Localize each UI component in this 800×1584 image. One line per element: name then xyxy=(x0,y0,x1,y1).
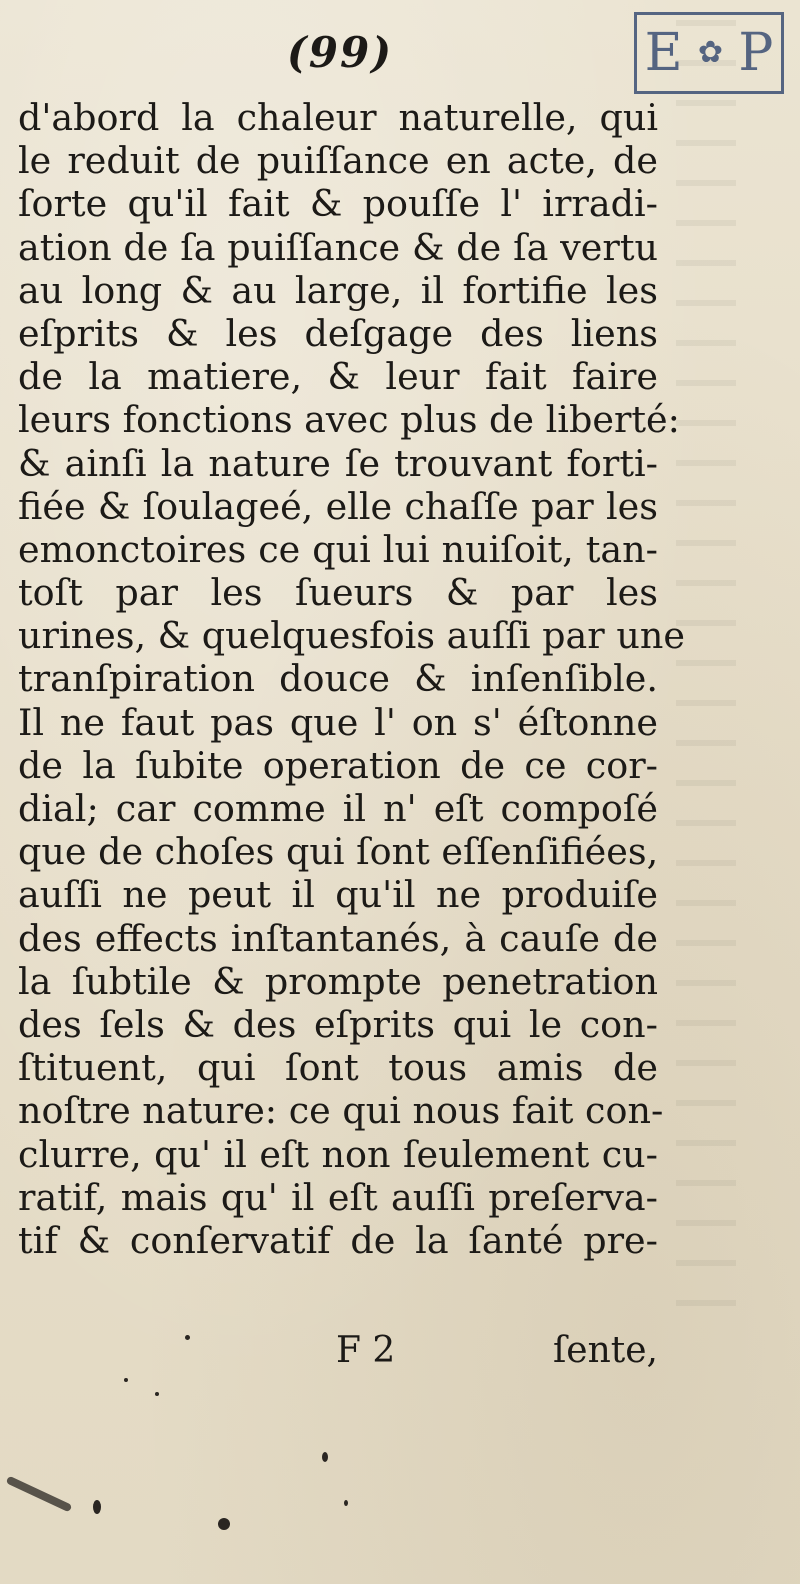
page-footer xyxy=(18,1330,658,1374)
text-line: que de choſes qui ſont eſſenſifiées, xyxy=(18,830,659,874)
text-line: ratif, mais qu' il eſt auſſi preſerva- xyxy=(18,1175,658,1219)
stamp-ornament-icon: ✿ xyxy=(697,35,724,70)
text-line: fiée & ſoulageé, elle chaſſe par les xyxy=(18,484,658,528)
ink-speck xyxy=(155,1392,159,1396)
signature-mark: F 2 xyxy=(336,1330,396,1371)
text-line: leurs fonctions avec plus de liberté: xyxy=(18,398,680,442)
show-through-bleed xyxy=(676,20,736,1320)
text-line: urines, & quelquesfois auſſi par une xyxy=(18,614,685,658)
text-line: la ſubtile & prompte penetration xyxy=(18,959,658,1003)
text-line: ation de ſa puiſſance & de ſa vertu xyxy=(18,225,658,269)
text-line: de la ſubite operation de ce cor- xyxy=(18,743,658,787)
text-line: emonctoires ce qui lui nuiſoit, tan- xyxy=(18,527,658,571)
ink-smudge xyxy=(6,1476,73,1513)
text-line: dial; car comme il n' eſt compoſé xyxy=(18,787,658,830)
library-stamp xyxy=(634,12,784,94)
text-line: auſſi ne peut il qu'il ne produiſe xyxy=(18,873,658,917)
ink-speck xyxy=(218,1518,230,1530)
page-number: (99) xyxy=(286,28,394,77)
text-line: Il ne faut pas que l' on s' éſtonne xyxy=(18,700,658,744)
text-line: noſtre nature: ce qui nous fait con- xyxy=(18,1089,664,1133)
text-line: des effects inſtantanés, à cauſe de xyxy=(18,916,658,960)
stamp-letter-right: P xyxy=(738,23,774,83)
stamp-letter-left: E xyxy=(644,23,683,83)
text-line: & ainſi la nature ſe trouvant forti- xyxy=(18,441,658,485)
text-line: ſorte qu'il fait & pouſſe l' irradi- xyxy=(18,182,658,226)
text-line: clurre, qu' il eſt non ſeulement cu- xyxy=(18,1132,658,1176)
ink-speck xyxy=(124,1378,128,1382)
text-line: toſt par les ſueurs & par les xyxy=(18,571,658,615)
catchword: ſente, xyxy=(552,1330,658,1371)
ink-speck xyxy=(322,1452,328,1462)
text-line: de la matiere, & leur fait faire xyxy=(18,355,658,399)
text-line: eſprits & les deſgage des liens xyxy=(18,311,658,355)
text-line: des ſels & des eſprits qui le con- xyxy=(18,1002,658,1046)
text-line: tif & conſervatif de la ſanté pre- xyxy=(18,1218,658,1262)
ink-speck xyxy=(93,1500,101,1514)
text-line: tranſpiration douce & inſenſible. xyxy=(18,657,658,701)
body-text xyxy=(18,96,685,1262)
text-line: d'abord la chaleur naturelle, qui xyxy=(18,96,658,139)
text-line: au long & au large, il fortifie les xyxy=(18,268,658,312)
text-line: le reduit de puiſſance en acte, de xyxy=(18,139,658,183)
text-line: ſtituent, qui ſont tous amis de xyxy=(18,1046,658,1090)
ink-speck xyxy=(185,1335,190,1340)
ink-speck xyxy=(344,1500,348,1506)
